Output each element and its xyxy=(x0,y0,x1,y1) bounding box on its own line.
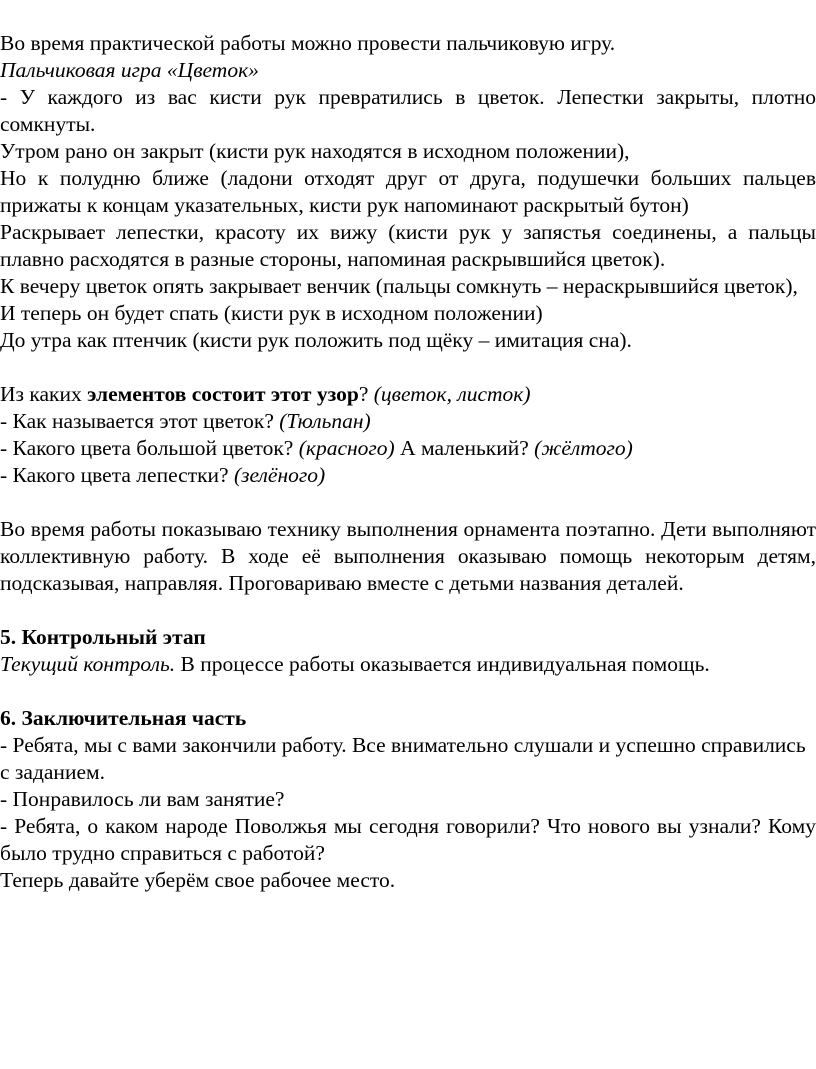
question-2-answer: (Тюльпан) xyxy=(279,409,371,433)
game-line-6: И теперь он будет спать (кисти рук в исходном положении) xyxy=(0,301,543,325)
game-line-7: До утра как птенчик (кисти рук положить под щёку – имитация сна). xyxy=(0,328,632,352)
question-1 xyxy=(0,381,816,408)
game-line-3: Но к полудню ближе (ладони отходят друг от друга, подушечки больших пальцев прижаты к концам указательных, кисти рук напоминают раскрытый бутон) xyxy=(0,166,816,217)
control-paragraph xyxy=(0,651,816,678)
final-line-1: - Ребята, мы с вами закончили работу. Все внимательно слушали и успешно справились с заданием. xyxy=(0,733,806,784)
control-label: Текущий контроль. xyxy=(0,652,176,676)
spacer xyxy=(0,489,816,516)
question-4-text: - Какого цвета лепестки? xyxy=(0,463,229,487)
question-1-answer: (цветок, листок) xyxy=(373,382,531,406)
spacer xyxy=(0,597,816,624)
work-paragraph: Во время работы показываю технику выполнения орнамента поэтапно. Дети выполняют коллективную работу. В ходе её выполнения оказываю помощь некоторым детям, подсказывая, направляя. Проговариваю вместе с детьми названия деталей. xyxy=(0,517,816,595)
question-2-text: - Как называется этот цветок? xyxy=(0,409,274,433)
question-3-answer: (красного) xyxy=(298,436,395,460)
control-heading: 5. Контрольный этап xyxy=(0,625,206,649)
document-page xyxy=(0,30,816,894)
question-1-prefix: Из каких xyxy=(0,382,88,406)
question-2 xyxy=(0,408,816,435)
spacer xyxy=(0,354,816,381)
game-title: Пальчиковая игра «Цветок» xyxy=(0,58,259,82)
final-line-2: - Понравилось ли вам занятие? xyxy=(0,787,285,811)
question-3b-text: А маленький? xyxy=(400,436,529,460)
question-1-mark: ? xyxy=(358,382,369,406)
intro-paragraph: Во время практической работы можно провести пальчиковую игру. xyxy=(0,31,616,55)
game-line-1: - У каждого из вас кисти рук превратились в цветок. Лепестки закрыты, плотно сомкнуты. xyxy=(0,85,816,136)
question-1-bold: элементов состоит этот узор xyxy=(87,382,359,406)
game-line-5: К вечеру цветок опять закрывает венчик (пальцы сомкнуть – нераскрывшийся цветок), xyxy=(0,274,798,298)
final-line-3: - Ребята, о каком народе Поволжья мы сегодня говорили? Что нового вы узнали? Кому было трудно справиться с работой? xyxy=(0,814,816,865)
question-4 xyxy=(0,462,816,489)
final-line-4: Теперь давайте уберём свое рабочее место. xyxy=(0,868,396,892)
question-3b-answer: (жёлтого) xyxy=(534,436,633,460)
question-3 xyxy=(0,435,816,462)
control-text: В процессе работы оказывается индивидуальная помощь. xyxy=(175,652,710,676)
game-line-4: Раскрывает лепестки, красоту их вижу (кисти рук у запястья соединены, а пальцы плавно расходятся в разные стороны, напоминая раскрывшийся цветок). xyxy=(0,220,816,271)
spacer xyxy=(0,678,816,705)
final-heading: 6. Заключительная часть xyxy=(0,706,247,730)
question-4-answer: (зелёного) xyxy=(233,463,326,487)
game-line-2: Утром рано он закрыт (кисти рук находятся в исходном положении), xyxy=(0,139,630,163)
question-3-text: - Какого цвета большой цветок? xyxy=(0,436,294,460)
